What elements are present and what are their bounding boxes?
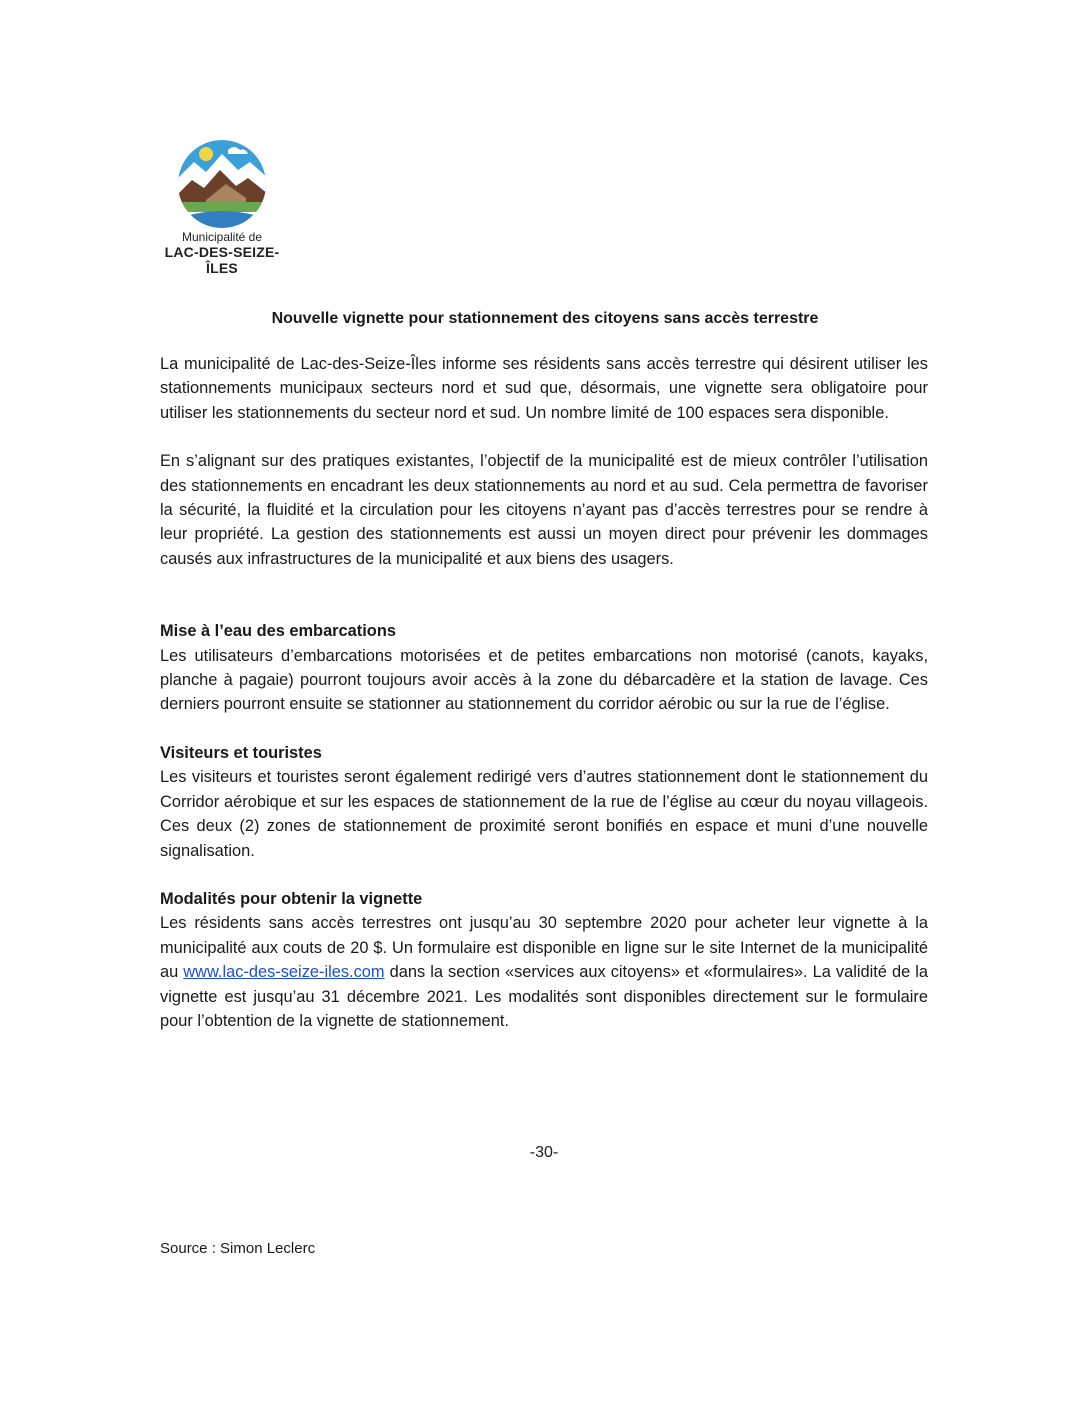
document-body [160,352,928,1057]
source-credit: Source : Simon Leclerc [160,1240,316,1257]
section-visiteurs [160,741,928,863]
section-heading: Visiteurs et touristes [160,743,322,762]
section-mise-a-leau [160,619,928,717]
section-modalites [160,887,928,1033]
text-before-link: Les résidents sans accès terrestres ont jusqu’au 30 septembre 2020 pour acheter leur vignette à la municipalité aux couts de 20 $. Un formulaire est disponible en ligne sur le site Internet de la municipalité au [160,914,928,982]
section-heading: Mise à l’eau des embarcations [160,622,396,641]
text-after-link: dans la section «services aux citoyens» et «formulaires». La validité de la vignette est jusqu’au 31 décembre 2021. Les modalités sont disponibles directement sur le formulaire pour l’obtention de la vignette de stationnement. [160,963,928,1030]
logo-text-name: LAC-DES-SEIZE-ÎLES [164,244,280,276]
document-title: Nouvelle vignette pour stationnement des citoyens sans accès terrestre [271,310,819,327]
section-text: Les utilisateurs d’embarcations motorisées et de petites embarcations non motorisé (canots, kayaks, planche à pagaie) pourront toujours avoir accès à la zone du débarcadère et la station de lavage. Ces derniers pourront ensuite se stationner au stationnement du corridor aérobic ou sur la rue de l’église. [160,646,928,714]
end-marker: -30- [529,1144,559,1161]
website-link[interactable]: www.lac-des-seize-iles.com [183,963,385,982]
intro-paragraph-2: En s’alignant sur des pratiques existantes, l’objectif de la municipalité est de mieux contrôler l’utilisation des stationnements en encadrant les deux stationnements au nord et au sud. Cela permettra de favoriser la sécurité, la fluidité et la circulation pour les citoyens n’ayant pas d’accès terrestres pour se rendre à leur propriété. La gestion des stationnements est aussi un moyen direct pour prévenir les dommages causés aux infrastructures de la municipalité et aux biens des usagers. [160,452,928,568]
logo-emblem-icon [176,140,268,230]
intro-paragraph-1: La municipalité de Lac-des-Seize-Îles informe ses résidents sans accès terrestre qui désirent utiliser les stationnements municipaux secteurs nord et sud que, désormais, une vignette sera obligatoire pour utiliser les stationnements du secteur nord et sud. Un nombre limité de 100 espaces sera disponible. [160,355,928,422]
municipality-logo [157,140,287,276]
section-text: Les visiteurs et touristes seront également redirigé vers d’autres stationnement dont le stationnement du Corridor aérobique et sur les espaces de stationnement de la rue de l’église au cœur du noyau villageois. Ces deux (2) zones de stationnement de proximité seront bonifiés en espace et muni d’une nouvelle signalisation. [160,768,928,860]
section-text [160,911,928,1033]
section-heading: Modalités pour obtenir la vignette [160,889,423,908]
logo-text-municipalite: Municipalité de [181,230,263,244]
